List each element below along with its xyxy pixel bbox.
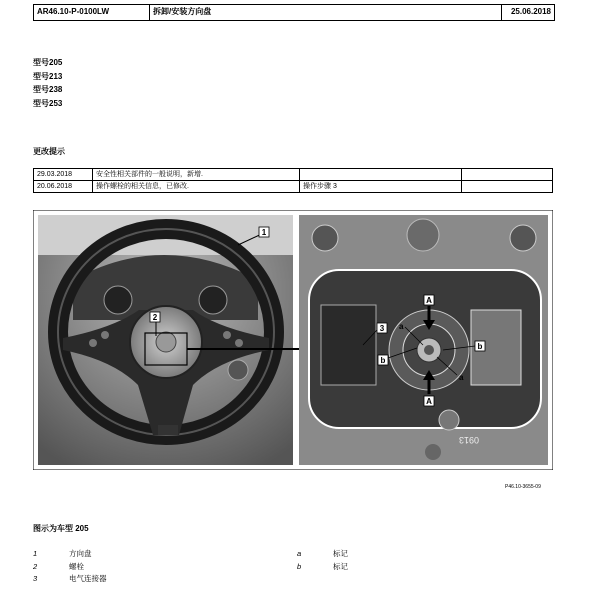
model-list: [33, 56, 62, 110]
callout-A-top: A: [426, 296, 432, 305]
legend-label: 电气连接器: [69, 574, 107, 583]
list-item: [33, 548, 107, 561]
callout-a: a: [399, 322, 404, 331]
document-date: 25.06.2018: [510, 7, 551, 16]
part-stamp: 0913: [458, 435, 479, 445]
legend-key: 1: [33, 549, 38, 558]
callout-b: b: [380, 356, 386, 365]
document-id: AR46.10-P-0100LW: [34, 5, 150, 20]
steering-wheel-figure: [33, 210, 553, 470]
legend-key: b: [297, 561, 302, 571]
document-title: 拆卸/安装方向盘: [150, 5, 502, 20]
change-notes-title: 更改提示: [33, 147, 65, 156]
change-text: 操作螺栓的相关信息，已修改.: [93, 181, 300, 193]
change-text: 安全性相关部件的一般说明，新增.: [93, 169, 300, 181]
list-item: [297, 561, 348, 574]
change-extra: [462, 181, 553, 193]
steering-wheel-photo: [38, 215, 301, 465]
list-item: [33, 561, 107, 574]
figure-caption: 图示为车型 205: [33, 524, 89, 533]
model-item: 型号213: [33, 71, 63, 81]
legend-label: 标记: [333, 561, 348, 571]
callout-3: 3: [379, 324, 385, 333]
callout-a: a: [459, 373, 464, 382]
list-item: [297, 548, 348, 561]
callout-b: b: [477, 342, 483, 351]
legend-key: a: [297, 549, 302, 558]
model-item: 型号205: [33, 58, 63, 67]
model-item: 型号238: [33, 85, 63, 94]
detail-photo: [299, 215, 548, 465]
change-date: 20.06.2018: [34, 181, 93, 193]
legend-left: [33, 548, 107, 586]
legend-label: 方向盘: [69, 549, 92, 558]
legend-key: 2: [33, 561, 38, 571]
legend-label: 螺栓: [69, 561, 84, 571]
list-item: [33, 573, 107, 586]
change-date: 29.03.2018: [34, 169, 93, 181]
callout-1: 1: [261, 228, 267, 237]
legend-key: 3: [33, 574, 38, 583]
figure-code: P46.10-3655-09: [505, 484, 541, 490]
legend-label: 标记: [333, 549, 348, 558]
table-row: [34, 181, 553, 193]
model-item: 型号253: [33, 98, 63, 108]
change-step: 操作步骤 3: [300, 181, 462, 193]
change-extra: [462, 169, 553, 181]
change-step: [300, 169, 462, 181]
callout-2: 2: [152, 313, 158, 322]
document-header: [33, 4, 555, 21]
legend-right: [297, 548, 348, 573]
callout-A-bottom: A: [426, 397, 432, 406]
table-row: [34, 169, 553, 181]
change-notes-table: [33, 168, 553, 193]
